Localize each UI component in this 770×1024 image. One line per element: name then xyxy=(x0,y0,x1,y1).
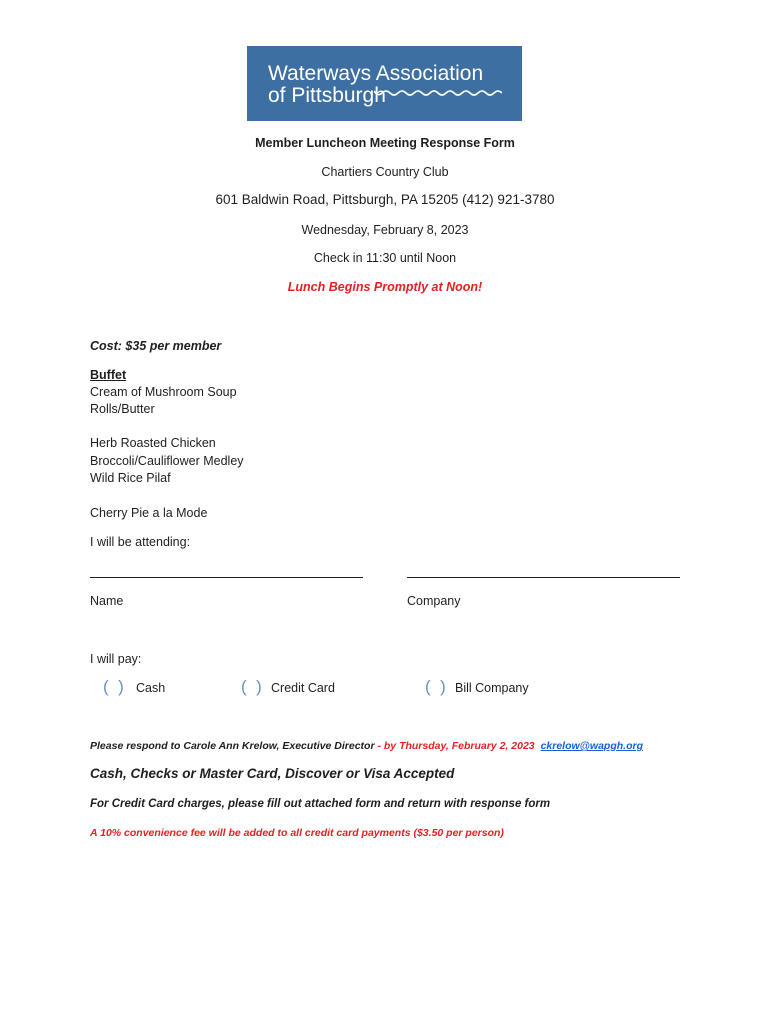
menu-item: Wild Rice Pilaf xyxy=(90,471,171,485)
venue-address: 601 Baldwin Road, Pittsburgh, PA 15205 (412) 921-3780 xyxy=(215,192,555,207)
logo-text-line1: Waterways Association xyxy=(268,62,484,85)
payment-option-label: Cash xyxy=(136,681,166,695)
respond-line xyxy=(90,739,643,753)
payment-option-label: Bill Company xyxy=(455,681,529,695)
attending-prompt: I will be attending: xyxy=(90,535,191,549)
organization-logo xyxy=(247,46,522,121)
payment-option-credit-card[interactable] xyxy=(241,677,335,697)
company-field-line[interactable] xyxy=(407,577,680,578)
company-label: Company xyxy=(407,594,461,608)
credit-card-note: For Credit Card charges, please fill out attached form and return with response form xyxy=(90,798,551,810)
menu-item: Cream of Mushroom Soup xyxy=(90,385,237,399)
menu-item: Broccoli/Cauliflower Medley xyxy=(90,454,244,468)
wave-icon xyxy=(374,87,502,99)
convenience-fee-note: A 10% convenience fee will be added to all credit card payments ($3.50 per person) xyxy=(90,827,504,839)
payment-option-label: Credit Card xyxy=(271,681,335,695)
name-field-line[interactable] xyxy=(90,577,363,578)
payment-prompt: I will pay: xyxy=(90,652,142,666)
menu-item: Herb Roasted Chicken xyxy=(90,436,216,450)
menu-item: Rolls/Butter xyxy=(90,402,155,416)
cost-line: Cost: $35 per member xyxy=(90,339,222,353)
email-link[interactable]: ckrelow@wapgh.org xyxy=(540,740,643,752)
menu-item: Cherry Pie a la Mode xyxy=(90,506,208,520)
event-date: Wednesday, February 8, 2023 xyxy=(301,223,469,237)
name-label: Name xyxy=(90,594,124,608)
lunch-notice: Lunch Begins Promptly at Noon! xyxy=(287,280,483,294)
checkbox-bracket-icon[interactable]: ( ) xyxy=(425,677,446,696)
accepted-payments: Cash, Checks or Master Card, Discover or Visa Accepted xyxy=(90,766,455,781)
menu-heading: Buffet xyxy=(90,368,127,382)
form-title: Member Luncheon Meeting Response Form xyxy=(255,136,515,150)
payment-option-bill-company[interactable] xyxy=(425,677,529,697)
respond-deadline: - by Thursday, February 2, 2023 xyxy=(374,740,535,752)
venue-name: Chartiers Country Club xyxy=(321,165,449,179)
checkbox-bracket-icon[interactable]: ( ) xyxy=(241,677,262,696)
checkbox-bracket-icon[interactable]: ( ) xyxy=(103,677,124,696)
payment-option-cash[interactable] xyxy=(103,677,166,697)
respond-text: Please respond to Carole Ann Krelow, Executive Director xyxy=(90,740,375,752)
checkin-time: Check in 11:30 until Noon xyxy=(313,251,457,265)
logo-text-line2: of Pittsburgh xyxy=(268,84,386,107)
